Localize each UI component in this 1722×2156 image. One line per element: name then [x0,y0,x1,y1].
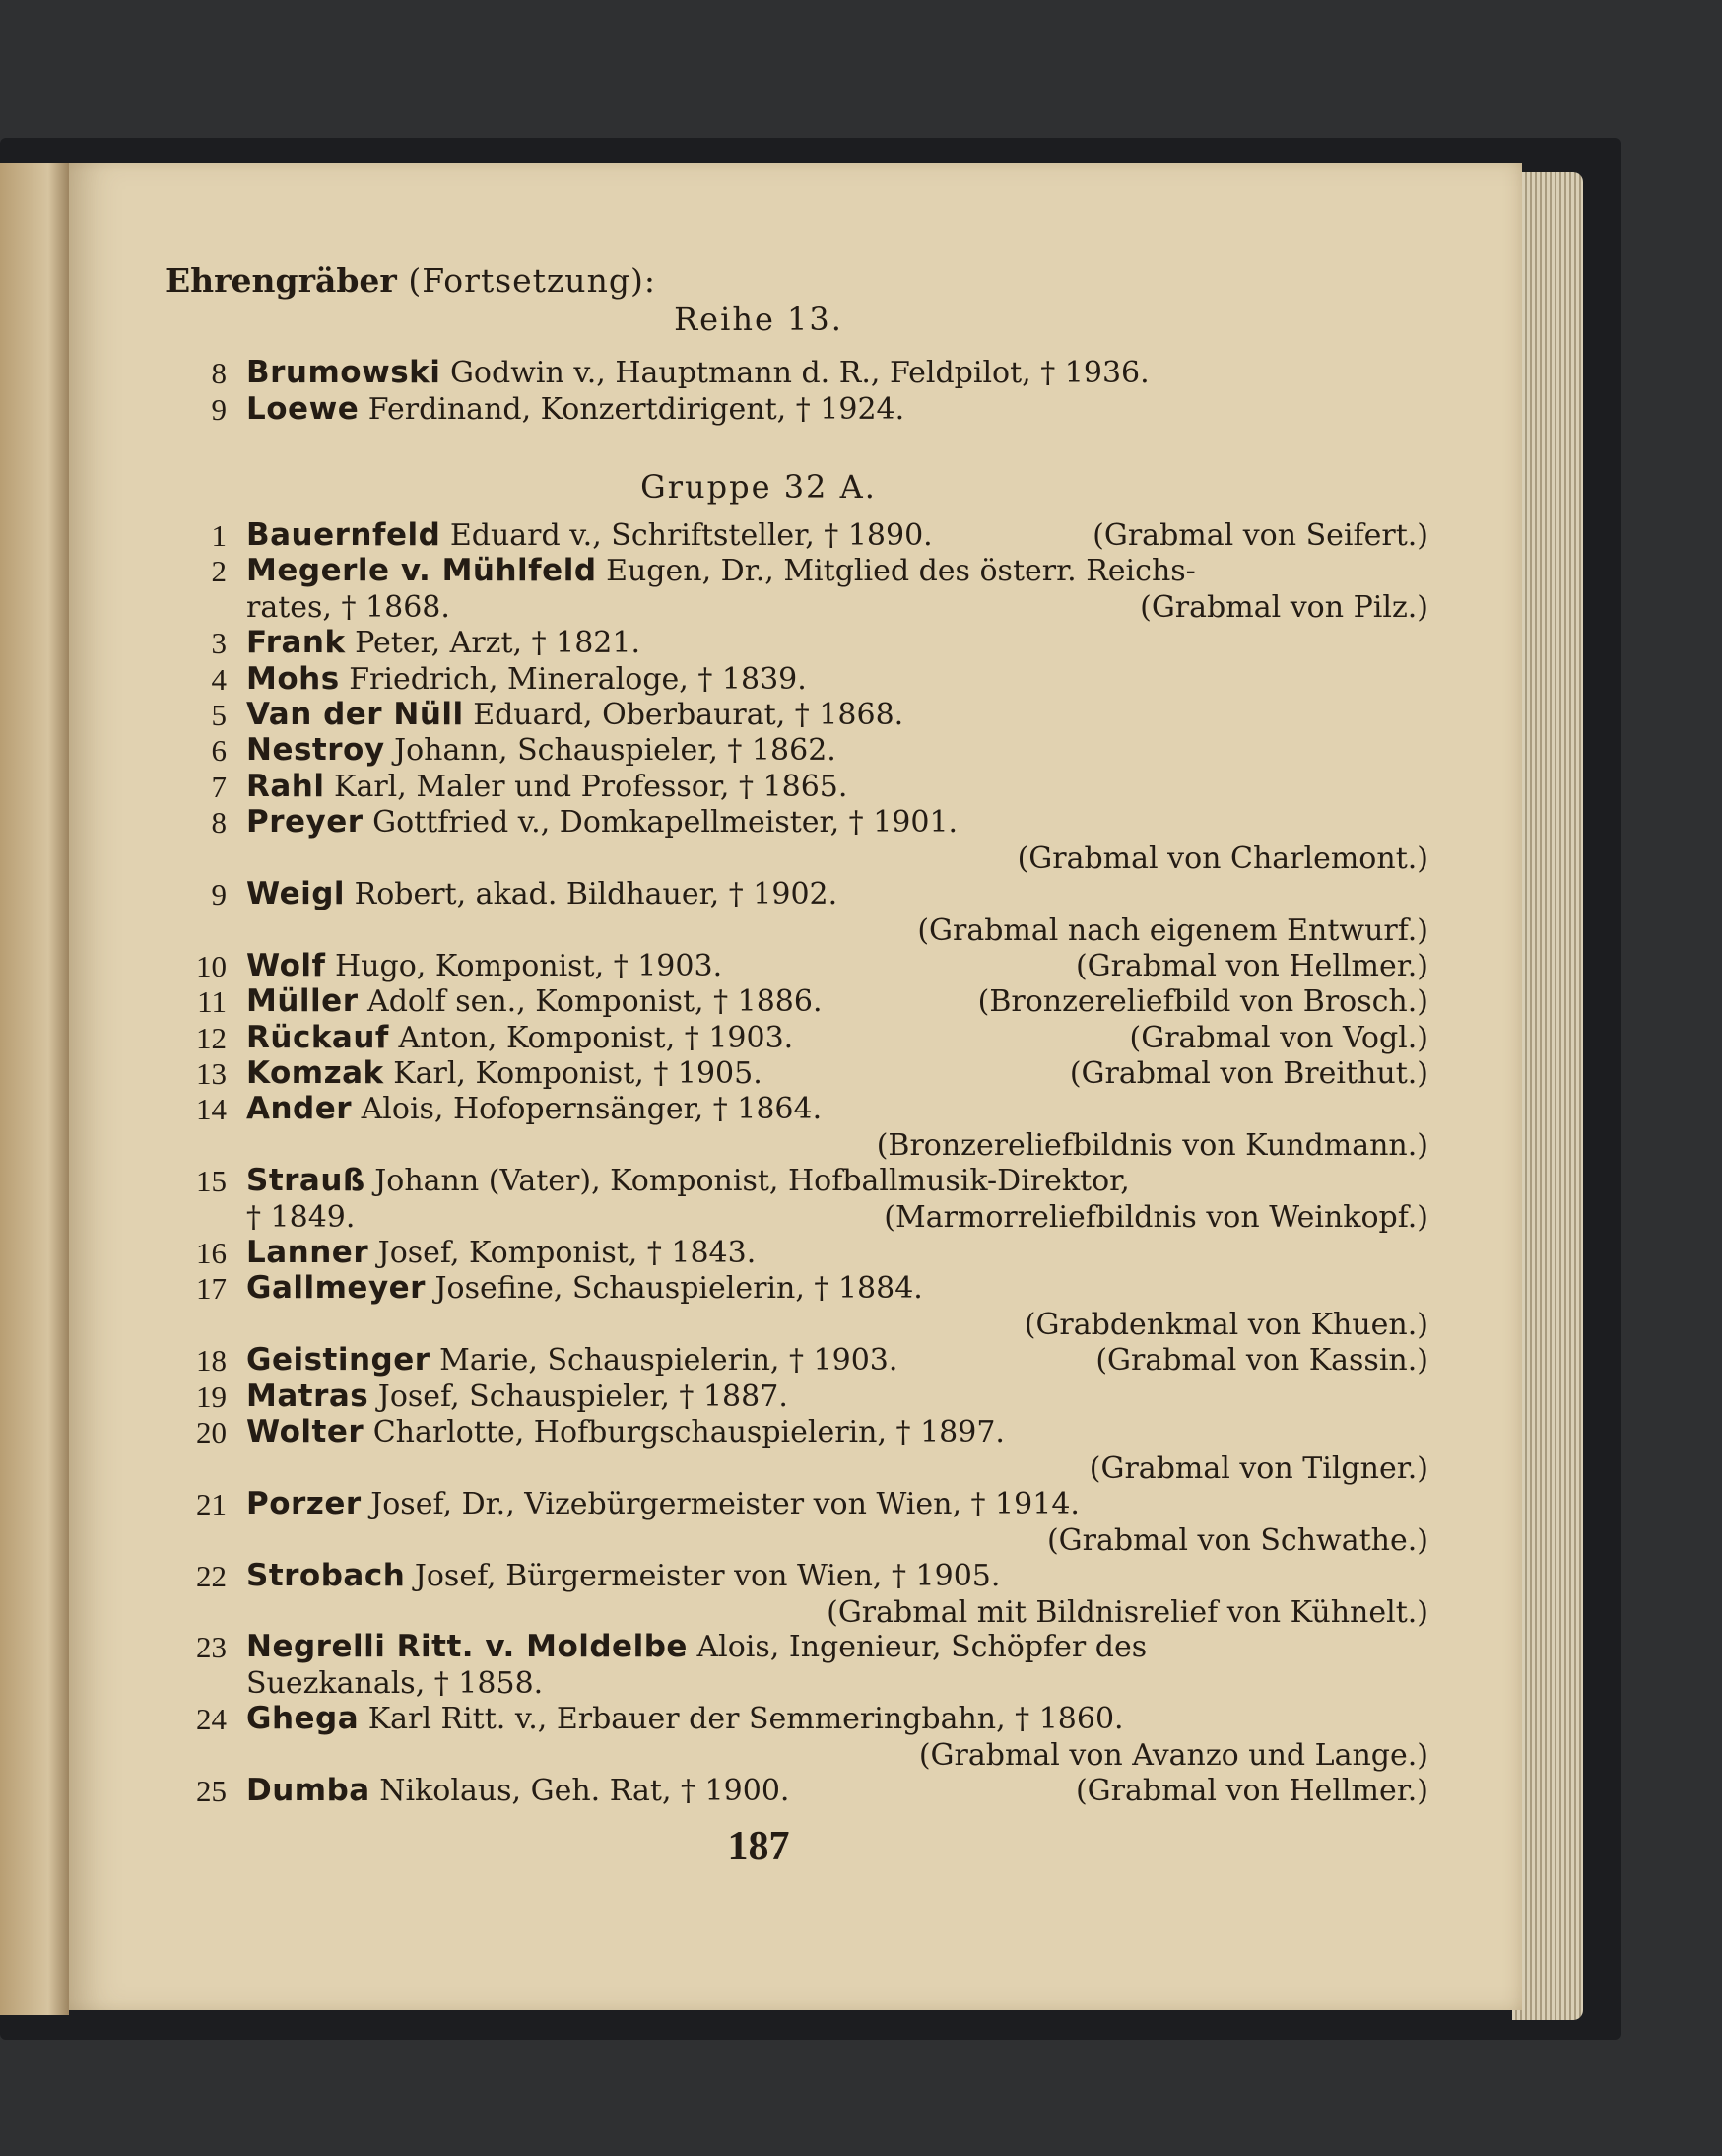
entry-body [246,1379,1428,1415]
entry-number: 20 [196,1415,227,1449]
entry-details: Josef, Komponist, † 1843. [377,1236,757,1270]
entry-line [246,1665,1428,1702]
book-page [69,163,1522,2010]
entry-body [246,1773,1428,1809]
entry-number: 24 [196,1702,227,1737]
entry-text [246,1055,762,1092]
entry-text [246,1235,756,1271]
entry-body [246,1091,1428,1164]
entry-line [246,1020,1428,1056]
heading-bold: Ehrengräber [166,261,397,300]
entry-number: 9 [211,877,227,911]
entry-name: Wolter [246,1414,364,1449]
entry-line [246,1486,1428,1522]
entry-note: (Grabmal von Seifert.) [1093,518,1428,553]
entry-text [246,1558,1000,1594]
entry-number: 4 [211,661,227,697]
entry-name: Weigl [246,876,346,911]
entry-number: 13 [196,1056,227,1091]
entry-details: Nikolaus, Geh. Rat, † 1900. [379,1774,790,1808]
entry-number: 12 [196,1020,227,1055]
entry-note: (Grabmal von Kassin.) [1095,1343,1428,1379]
entry-number: 17 [196,1271,227,1307]
entry-line [246,1091,1428,1127]
entry-note: (Grabmal von Hellmer.) [1075,1774,1428,1808]
entry-text [246,1270,923,1307]
entry-body [246,1163,1428,1236]
entry-text [246,697,903,733]
entry-note: (Bronzereliefbild von Brosch.) [977,984,1428,1020]
entry-line [246,1235,1428,1271]
entry-body [246,553,1428,626]
entry-details: Johann (Vater), Komponist, Hofballmusik-Direktor, [374,1164,1130,1199]
entry-details: Eduard, Oberbaurat, † 1868. [473,698,904,732]
entry-line [246,1558,1428,1594]
entry-note: (Grabmal von Hellmer.) [1075,948,1428,983]
entry-details: Alois, Hofopernsänger, † 1864. [361,1092,823,1127]
entry-number: 9 [211,392,227,427]
entry-text [246,1486,1080,1522]
entry-text [246,391,904,428]
entry-number: 1 [211,518,227,553]
entry-line [246,1127,1428,1164]
entry-name: Ghega [246,1701,360,1737]
entry-name: Nestroy [246,732,385,769]
entry-line [246,1379,1428,1415]
heading-continuation: (Fortsetzung): [408,261,656,300]
entry-number: 11 [197,984,227,1020]
entry-line [246,1414,1428,1450]
entry-line [246,948,1428,984]
entry-number: 10 [196,948,227,983]
entry-details: Alois, Ingenieur, Schöpfer des [696,1630,1148,1665]
entry-number: 21 [196,1486,227,1521]
entry-text [246,355,1150,391]
entry-text [246,948,722,984]
entry-name: Gallmeyer [246,1270,426,1307]
entry-line [246,876,1428,912]
page-edges [1512,172,1583,2020]
entry-name: Müller [246,983,359,1020]
gruppe-heading: Gruppe 32 A. [640,468,877,505]
entry-details: Hugo, Komponist, † 1903. [335,948,723,983]
entry-line [246,1773,1428,1809]
entry-name: Porzer [246,1485,362,1521]
entry-text [246,625,640,661]
entry-name: Brumowski [246,355,441,390]
entry-details: Godwin v., Hauptmann d. R., Feldpilot, † 1936. [449,356,1150,390]
entry-note: (Grabmal nach eigenem Entwurf.) [917,913,1428,948]
entry-details: rates, † 1868. [246,590,450,626]
entry-number: 5 [211,698,227,732]
left-page-edge [0,163,69,2015]
entry-line [246,391,1428,428]
entry-text [246,1629,1147,1665]
entry-details: Josef, Bürgermeister von Wien, † 1905. [414,1558,1001,1593]
entry-name: Negrelli Ritt. v. Moldelbe [246,1629,688,1665]
entry-line [246,1522,1428,1559]
entry-note: (Grabmal von Charlemont.) [1017,842,1428,877]
entry-note: (Bronzereliefbildnis von Kundmann.) [876,1128,1428,1164]
entry-line [246,1737,1428,1774]
entry-note: (Grabmal mit Bildnisrelief von Kühnelt.) [827,1594,1428,1630]
entry-body [246,1235,1428,1271]
entry-number: 23 [196,1630,227,1665]
entry-name: Dumba [246,1773,370,1808]
entry-text [246,769,847,805]
entry-text [246,1163,1130,1199]
page-number: 187 [727,1824,790,1869]
entry-details: Adolf sen., Komponist, † 1886. [367,984,823,1020]
entry-line [246,1594,1428,1631]
entry-details: Ferdinand, Konzertdirigent, † 1924. [367,392,905,427]
entry-line [246,1342,1428,1379]
entry-number: 3 [211,626,227,661]
entry-details: Peter, Arzt, † 1821. [355,626,641,661]
entry-note: (Marmorreliefbildnis von Weinkopf.) [884,1200,1428,1236]
entry-text [246,1414,1005,1450]
entry-note: (Grabmal von Breithut.) [1069,1056,1428,1091]
entry-name: Rahl [246,768,325,804]
entry-name: Matras [246,1378,369,1414]
entry-details: Charlotte, Hofburgschauspielerin, † 1897. [372,1415,1005,1449]
entry-text [246,1773,789,1809]
entry-name: Rückauf [246,1019,389,1055]
entry-name: Lanner [246,1235,369,1270]
entry-body [246,732,1428,769]
entry-details: Karl, Komponist, † 1905. [393,1056,762,1091]
entry-line [246,355,1428,391]
entry-number: 6 [211,733,227,769]
entry-text [246,1091,822,1127]
entry-line [246,1629,1428,1665]
entry-name: Wolf [246,947,326,983]
entry-body [246,661,1428,698]
entry-text [246,661,807,698]
entry-number: 16 [196,1236,227,1270]
entry-line [246,983,1428,1020]
entry-body [246,1558,1428,1631]
entry-name: Bauernfeld [246,517,441,553]
entry-line [246,1055,1428,1092]
entry-body [246,876,1428,949]
entry-line [246,804,1428,841]
section-heading [166,261,656,300]
entry-body [246,1342,1428,1379]
entry-details: Johann, Schauspieler, † 1862. [394,733,836,769]
entry-text [246,1379,788,1415]
entry-details: Karl Ritt. v., Erbauer der Semmeringbahn, † 1860. [367,1702,1124,1737]
entry-number: 8 [211,356,227,390]
entry-details: Karl, Maler und Professor, † 1865. [334,769,848,804]
entry-line [246,1701,1428,1737]
entry-note: (Grabmal von Vogl.) [1129,1020,1428,1055]
entry-number: 7 [211,769,227,804]
entry-line [246,1450,1428,1487]
entry-text [246,983,823,1020]
entry-details: Suezkanals, † 1858. [246,1666,544,1702]
entry-text [246,876,837,912]
entry-body [246,1020,1428,1056]
entry-details: † 1849. [246,1200,356,1236]
entry-body [246,697,1428,733]
entry-line [246,625,1428,661]
entry-number: 22 [196,1558,227,1593]
entry-note: (Grabdenkmal von Khuen.) [1024,1308,1428,1343]
entry-text [246,1020,793,1056]
entry-body [246,769,1428,805]
entry-name: Geistinger [246,1342,430,1379]
entry-line [246,1199,1428,1236]
entry-line [246,661,1428,698]
entry-name: Komzak [246,1055,384,1091]
entry-name: Frank [246,625,346,661]
entry-line [246,1163,1428,1199]
entry-line [246,732,1428,769]
entry-name: Ander [246,1091,353,1127]
entry-line [246,697,1428,733]
entry-details: Marie, Schauspielerin, † 1903. [439,1343,898,1379]
reihe-heading: Reihe 13. [674,301,843,338]
entry-note: (Grabmal von Pilz.) [1140,590,1428,626]
entry-body [246,1629,1428,1702]
entry-details: Eugen, Dr., Mitglied des österr. Reichs- [606,554,1196,589]
entry-details: Robert, akad. Bildhauer, † 1902. [354,877,838,911]
entry-body [246,983,1428,1020]
entry-line [246,1307,1428,1343]
entry-line [246,1270,1428,1307]
entry-body [246,355,1428,391]
entry-number: 18 [196,1343,227,1379]
entry-details: Josefine, Schauspielerin, † 1884. [434,1271,923,1307]
entry-body [246,948,1428,984]
entry-body [246,517,1428,554]
entry-details: Gottfried v., Domkapellmeister, † 1901. [372,805,959,841]
entry-body [246,391,1428,428]
entry-body [246,1055,1428,1092]
entry-name: Strauß [246,1163,365,1199]
entry-text [246,804,958,841]
entry-body [246,1701,1428,1774]
entry-number: 8 [211,805,227,841]
entry-line [246,517,1428,554]
entry-number: 14 [196,1092,227,1127]
entry-number: 25 [196,1774,227,1808]
entry-details: Josef, Dr., Vizebürgermeister von Wien, † 1914. [370,1486,1080,1521]
entry-name: Mohs [246,660,340,697]
entry-name: Megerle v. Mühlfeld [246,553,597,589]
entry-body [246,1486,1428,1559]
entry-name: Van der Nüll [246,697,464,732]
entry-text [246,553,1196,589]
entry-name: Preyer [246,804,364,841]
entry-number: 19 [196,1379,227,1414]
entry-text [246,1701,1124,1737]
entry-text [246,517,933,554]
entry-text [246,732,836,769]
entry-details: Anton, Komponist, † 1903. [398,1020,794,1055]
entry-line [246,589,1428,626]
entry-text [246,1342,897,1379]
entry-details: Eduard v., Schriftsteller, † 1890. [449,518,933,553]
entry-name: Loewe [246,391,360,427]
entry-details: Josef, Schauspieler, † 1887. [377,1379,788,1414]
entry-details: Friedrich, Mineraloge, † 1839. [349,661,807,697]
entry-body [246,625,1428,661]
entry-number: 2 [211,554,227,589]
entry-note: (Grabmal von Tilgner.) [1089,1451,1428,1486]
entry-body [246,804,1428,877]
entry-line [246,769,1428,805]
entry-body [246,1414,1428,1487]
entry-line [246,841,1428,877]
entry-name: Strobach [246,1557,406,1593]
entry-body [246,1270,1428,1343]
entry-line [246,912,1428,949]
entry-note: (Grabmal von Avanzo und Lange.) [918,1738,1428,1774]
entry-note: (Grabmal von Schwathe.) [1046,1522,1428,1558]
entry-line [246,553,1428,589]
entry-number: 15 [196,1164,227,1199]
